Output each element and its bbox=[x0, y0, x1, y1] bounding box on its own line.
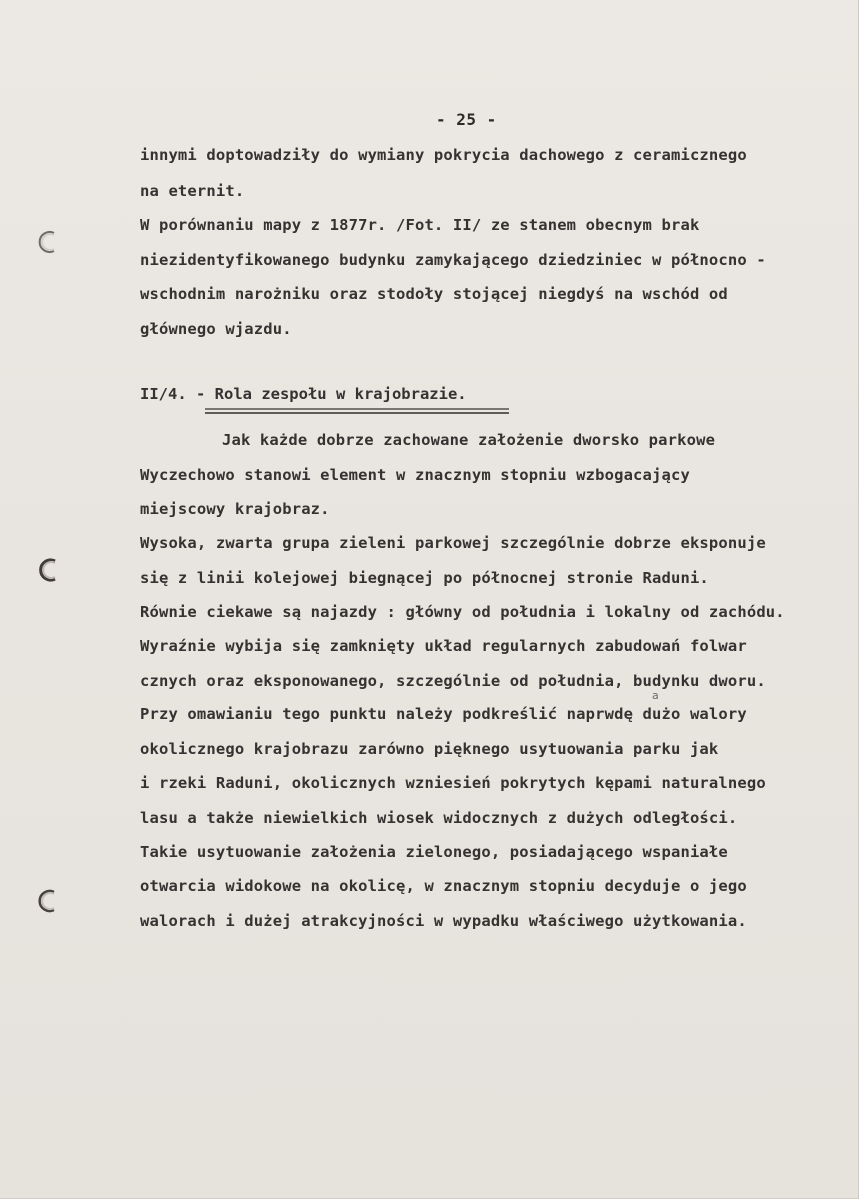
paragraph-line-2: Wyczechowo stanowi element w znacznym stopniu wzbogacający bbox=[140, 466, 690, 484]
punch-hole-icon bbox=[36, 556, 64, 584]
punch-hole-icon bbox=[36, 887, 64, 915]
paragraph-line-7: Wyraźnie wybija się zamknięty układ regularnych zabudowań folwar bbox=[140, 637, 747, 655]
heading-underline-double bbox=[205, 412, 509, 414]
section-heading: II/4. - Rola zespołu w krajobrazie. bbox=[140, 385, 467, 403]
paragraph-line-9: Przy omawianiu tego punktu należy podkreślić naprwdę dużo walory bbox=[140, 705, 747, 723]
paragraph-line-14: otwarcia widokowe na okolicę, w znacznym stopniu decyduje o jego bbox=[140, 877, 747, 895]
paragraph-line-3: miejscowy krajobraz. bbox=[140, 500, 330, 518]
paragraph-line-15: walorach i dużej atrakcyjności w wypadku właściwego użytkowania. bbox=[140, 912, 747, 930]
punch-hole-icon bbox=[36, 228, 64, 256]
paragraph-line-1: Jak każde dobrze zachowane założenie dworsko parkowe bbox=[222, 431, 716, 449]
paragraph-line-8: cznych oraz eksponowanego, szczególnie od południa, budynku dworu. bbox=[140, 672, 766, 690]
text-line-1: innymi doptowadziły do wymiany pokrycia dachowego z ceramicznego bbox=[140, 146, 747, 164]
paragraph-line-5: się z linii kolejowej biegnącej po północnej stronie Raduni. bbox=[140, 569, 709, 587]
text-line-2: na eternit. bbox=[140, 182, 245, 200]
text-line-6: głównego wjazdu. bbox=[140, 320, 292, 338]
handwritten-correction: a bbox=[652, 689, 659, 702]
page-number: - 25 - bbox=[436, 110, 497, 129]
text-line-3: W porównaniu mapy z 1877r. /Fot. II/ ze stanem obecnym brak bbox=[140, 216, 700, 234]
text-line-5: wschodnim narożniku oraz stodoły stojącej niegdyś na wschód od bbox=[140, 285, 728, 303]
paragraph-line-13: Takie usytuowanie założenia zielonego, posiadającego wspaniałe bbox=[140, 843, 728, 861]
text-line-4: niezidentyfikowanego budynku zamykającego dziedziniec w północno - bbox=[140, 251, 766, 269]
paragraph-line-6: Równie ciekawe są najazdy : główny od południa i lokalny od zachódu. bbox=[140, 603, 785, 621]
paragraph-line-12: lasu a także niewielkich wiosek widocznych z dużych odległości. bbox=[140, 809, 738, 827]
paragraph-line-11: i rzeki Raduni, okolicznych wzniesień pokrytych kępami naturalnego bbox=[140, 774, 766, 792]
paragraph-line-4: Wysoka, zwarta grupa zieleni parkowej szczególnie dobrze eksponuje bbox=[140, 534, 766, 552]
heading-underline bbox=[205, 408, 509, 410]
paragraph-line-10: okolicznego krajobrazu zarówno pięknego usytuowania parku jak bbox=[140, 740, 719, 758]
